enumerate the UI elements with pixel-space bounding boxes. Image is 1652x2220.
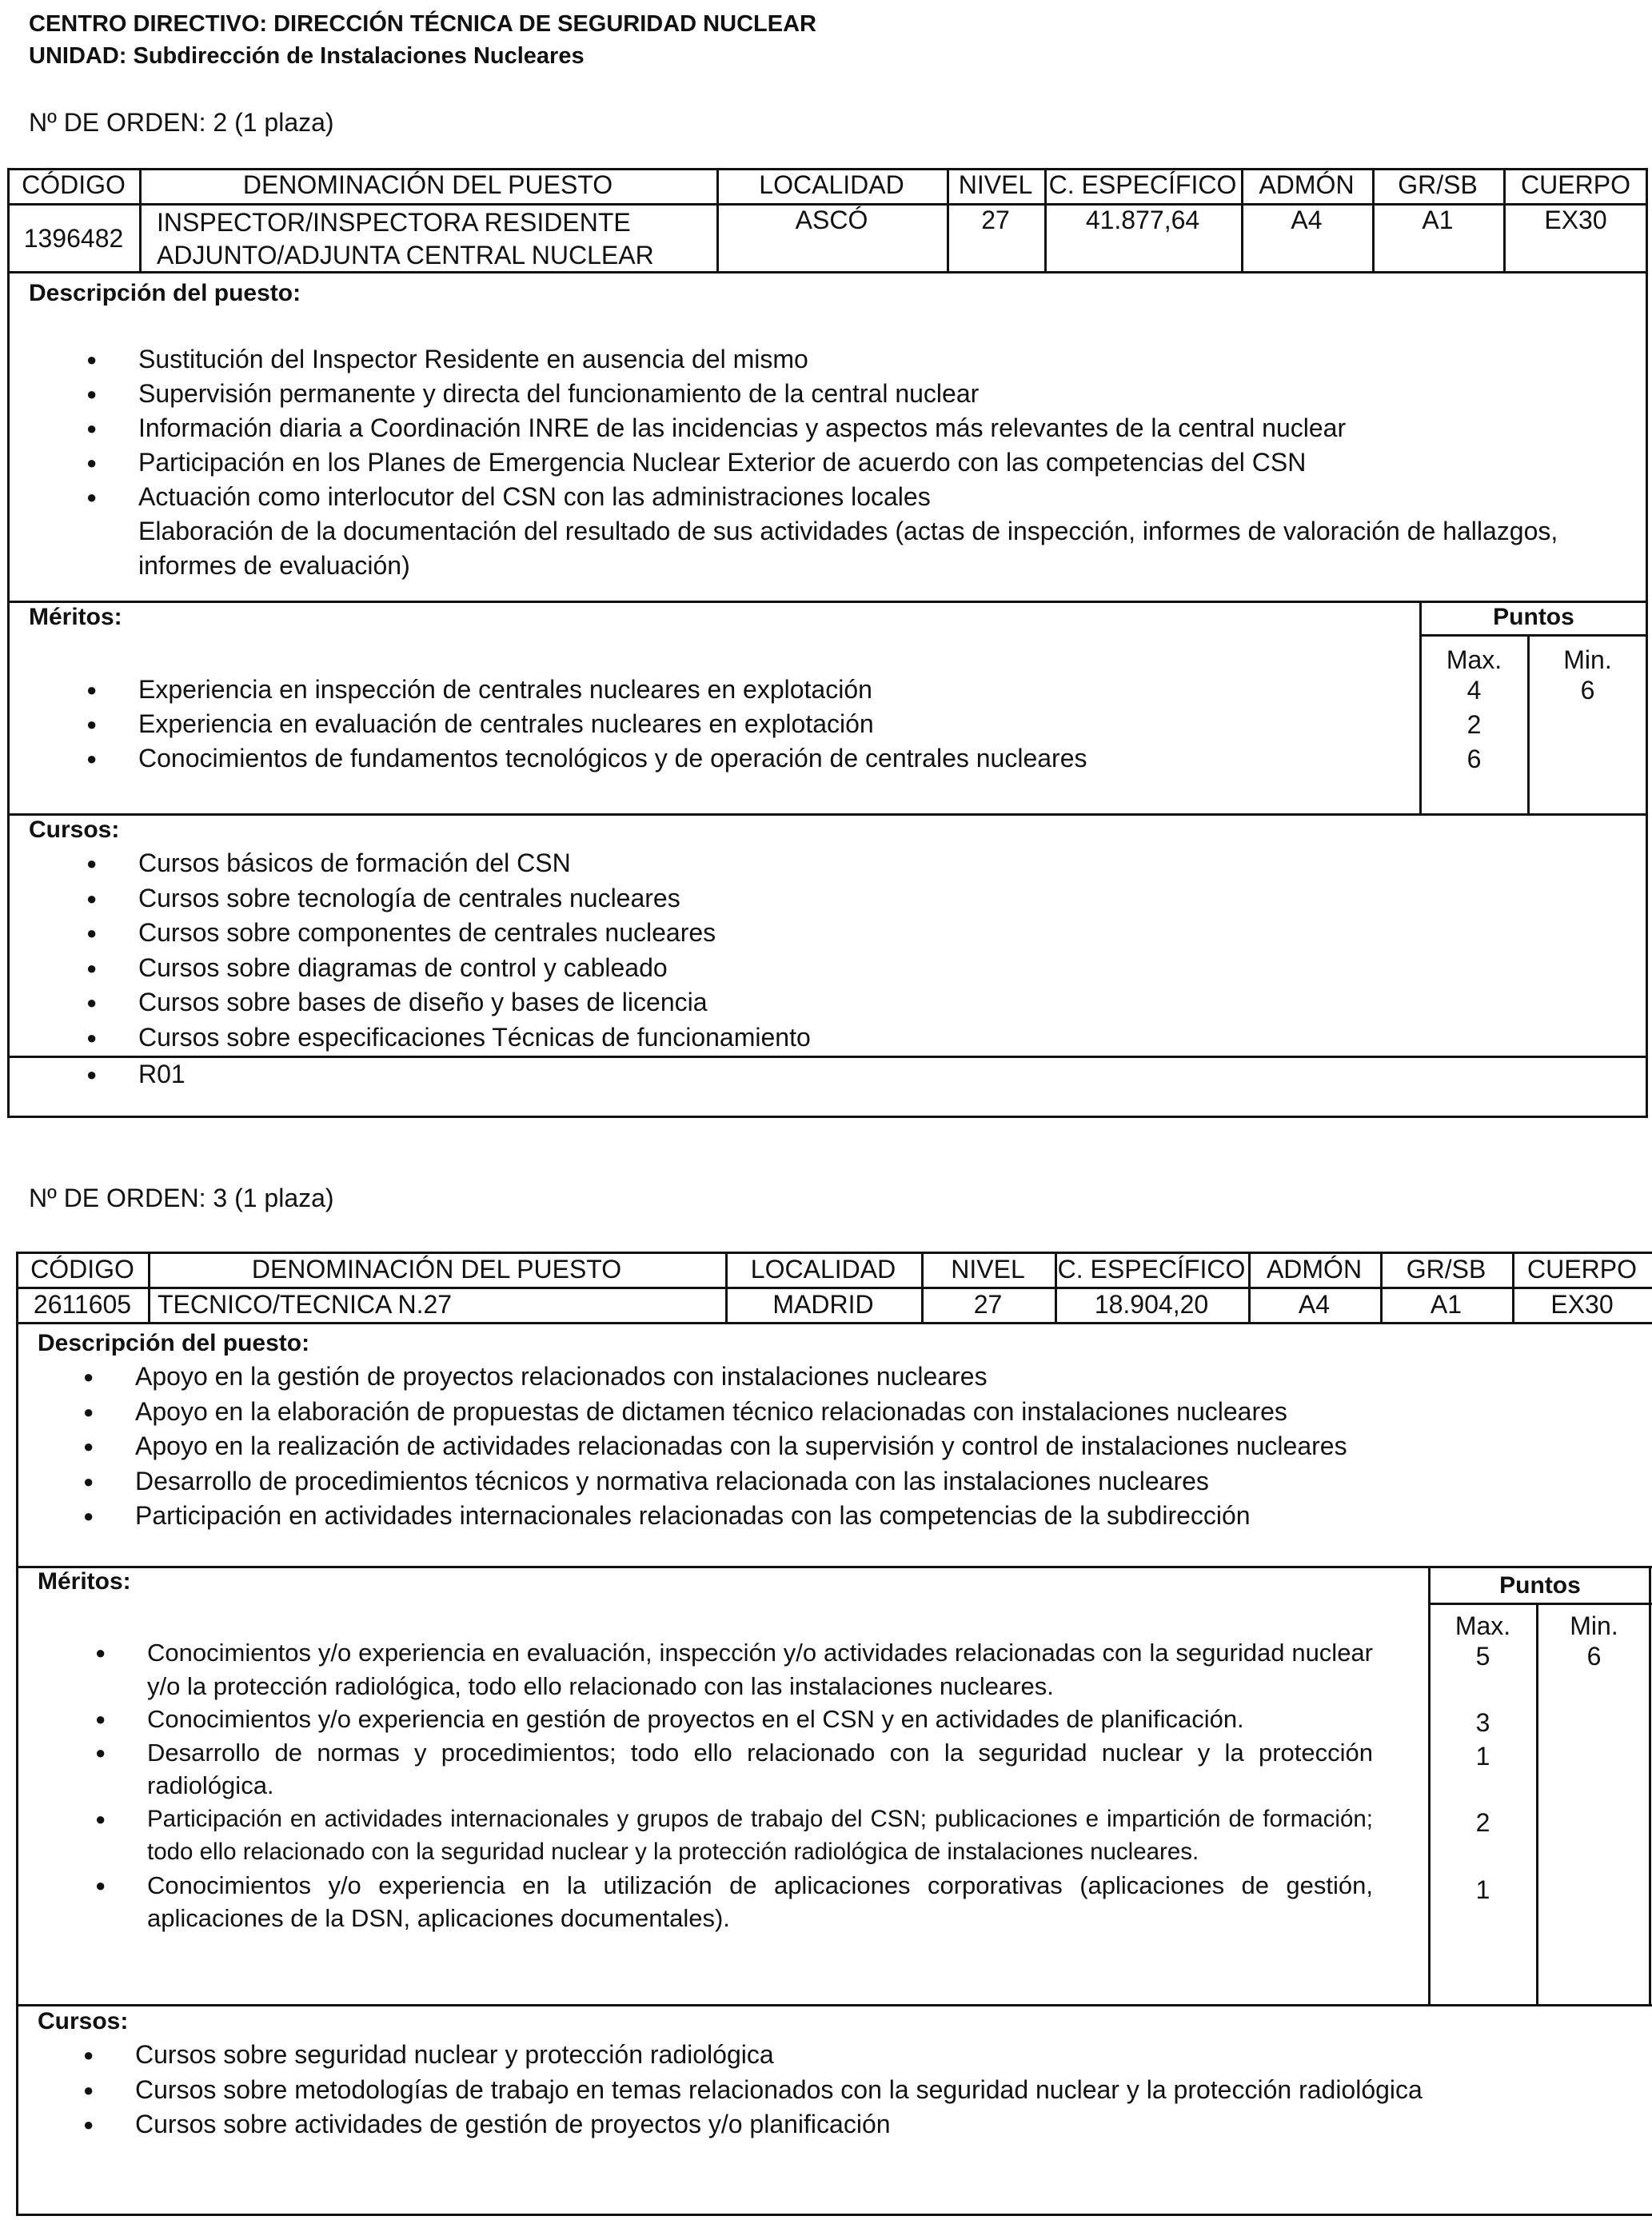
list-item: ● Experiencia en evaluación de centrales nucleares en explotación [29,707,1404,741]
max-value: 4 [1466,676,1482,705]
max-value: 2 [1475,1808,1490,1837]
col-nivel-header: NIVEL [958,170,1033,199]
list-item: ● Cursos sobre especificaciones Técnicas de funcionamiento [29,1020,1620,1056]
puntos-header: Puntos [1493,604,1574,630]
min-value: 6 [1580,676,1595,705]
admon-value: A4 [1291,206,1323,234]
denominacion-line-2: ADJUNTO/ADJUNTA CENTRAL NUCLEAR [157,241,654,270]
max-value: 3 [1475,1708,1490,1737]
list-item: ● Información diaria a Coordinación INRE de las incidencias y aspectos más relevantes de la central nuclear [29,411,1620,445]
list-item: ● Desarrollo de normas y procedimientos; todo ello relacionado con la seguridad nuclear y la protección radiológica. [38,1736,1373,1803]
list-item: ● Conocimientos y/o experiencia en evaluación, inspección y/o actividades relacionadas con la seguridad nuclear y/o la protección radiológica, todo ello relacionado con las instalaciones nucleares. [38,1636,1373,1703]
orden-2-title: Nº DE ORDEN: 2 (1 plaza) [29,108,334,137]
codigo-value: 2611605 [33,1290,132,1319]
meritos-label: Méritos: [38,1568,131,1595]
centro-directivo: CENTRO DIRECTIVO: DIRECCIÓN TÉCNICA DE SEGURIDAD NUCLEAR [29,11,816,37]
list-item: ● Participación en actividades internacionales y grupos de trabajo del CSN; publicaciones e impartición de formación; todo ello relacionado con la seguridad nuclear y la protección radiológica de instalaciones nucleares. [38,1803,1373,1869]
list-item: Elaboración de la documentación del resultado de sus actividades (actas de inspección, informes de valoración de hallazgos, informes de evaluación) [138,517,1558,580]
col-admon-header: ADMÓN [1266,1255,1363,1284]
list-item: ● Apoyo en la gestión de proyectos relacionados con instalaciones nucleares [26,1360,1625,1395]
denominacion-value: TECNICO/TECNICA N.27 [158,1290,453,1319]
list-item: ● Apoyo en la realización de actividades relacionadas con la supervisión y control de instalaciones nucleares [26,1429,1625,1464]
list-item: ● Actuación como interlocutor del CSN con las administraciones locales [29,480,1620,514]
especifico-value: 41.877,64 [1085,206,1200,234]
col-cuerpo-header: CUERPO [1521,170,1630,199]
meritos-list [29,673,1404,776]
codigo-value: 1396482 [23,224,124,253]
max-header: Max. [1454,1611,1511,1640]
denominacion-line-1: INSPECTOR/INSPECTORA RESIDENTE [157,208,631,237]
list-item: ● Participación en los Planes de Emergencia Nuclear Exterior de acuerdo con las competencias del CSN [29,445,1620,480]
descripcion-label: Descripción del puesto: [38,1330,310,1356]
list-item: ● Supervisión permanente y directa del funcionamiento de la central nuclear [29,377,1620,411]
cursos-label: Cursos: [29,817,120,843]
max-value: 2 [1466,710,1482,739]
extra-list [29,1057,1620,1092]
list-item: ● Participación en actividades internacionales relacionadas con las competencias de la subdirección [26,1499,1625,1534]
list-item: ● R01 [29,1057,1620,1092]
list-item: ● Conocimientos de fundamentos tecnológicos y de operación de centrales nucleares [29,741,1404,776]
col-grsb-header: GR/SB [1406,1255,1486,1284]
localidad-value: MADRID [772,1290,874,1319]
cursos-label: Cursos: [38,2008,129,2034]
list-item: ● Apoyo en la elaboración de propuestas de dictamen técnico relacionadas con instalaciones nucleares [26,1395,1625,1430]
col-localidad-header: LOCALIDAD [759,170,904,199]
col-especifico-header: C. ESPECÍFICO [1057,1255,1246,1284]
col-especifico-header: C. ESPECÍFICO [1048,170,1237,199]
descripcion-list [26,1360,1625,1534]
list-item: ● Conocimientos y/o experiencia en gestión de proyectos en el CSN y en actividades de planificación. [38,1703,1373,1736]
localidad-value: ASCÓ [795,206,868,234]
min-header: Min. [1563,645,1612,674]
col-localidad-header: LOCALIDAD [750,1255,896,1284]
max-value: 5 [1475,1642,1490,1671]
list-item: ● Cursos sobre diagramas de control y cableado [29,951,1620,986]
nivel-value: 27 [973,1290,1003,1319]
max-value: 1 [1475,1875,1490,1904]
list-item: ● Cursos básicos de formación del CSN [29,846,1620,881]
col-cuerpo-header: CUERPO [1527,1255,1637,1284]
descripcion-label: Descripción del puesto: [29,280,301,306]
list-item: ● Cursos sobre actividades de gestión de proyectos y/o planificación [26,2107,1625,2142]
max-header: Max. [1446,645,1502,674]
min-header: Min. [1570,1611,1618,1640]
col-denominacion-header: DENOMINACIÓN DEL PUESTO [251,1255,622,1284]
orden-3-title: Nº DE ORDEN: 3 (1 plaza) [29,1184,334,1212]
descripcion-list [29,342,1620,583]
list-item: ● Cursos sobre metodologías de trabajo en temas relacionados con la seguridad nuclear y la protección radiológica [26,2073,1625,2108]
cuerpo-value: EX30 [1550,1290,1614,1319]
min-value: 6 [1586,1642,1602,1671]
cursos-list [26,2038,1625,2142]
unidad: UNIDAD: Subdirección de Instalaciones Nucleares [29,43,585,69]
list-item: ● Sustitución del Inspector Residente en ausencia del mismo [29,342,1620,377]
col-denominacion-header: DENOMINACIÓN DEL PUESTO [242,170,613,199]
list-item: ● Cursos sobre bases de diseño y bases de licencia [29,985,1620,1020]
max-value: 1 [1475,1742,1490,1771]
list-item: ● Cursos sobre componentes de centrales nucleares [29,916,1620,951]
list-item: ● Experiencia en inspección de centrales nucleares en explotación [29,673,1404,707]
nivel-value: 27 [981,206,1010,234]
cursos-list [29,846,1620,1055]
col-codigo-header: CÓDIGO [30,1255,134,1284]
list-item: ● Desarrollo de procedimientos técnicos y normativa relacionada con las instalaciones nucleares [26,1464,1625,1499]
meritos-list [38,1636,1373,1935]
list-item: ● Cursos sobre seguridad nuclear y protección radiológica [26,2038,1625,2073]
list-item: ● Conocimientos y/o experiencia en la utilización de aplicaciones corporativas (aplicaciones de gestión, aplicaciones de la DSN, aplicaciones documentales). [38,1869,1373,1935]
cuerpo-value: EX30 [1544,206,1607,234]
max-value: 6 [1466,745,1482,773]
meritos-label: Méritos: [29,604,122,630]
col-codigo-header: CÓDIGO [22,170,126,199]
admon-value: A4 [1298,1290,1331,1319]
especifico-value: 18.904,20 [1094,1290,1209,1319]
grsb-value: A1 [1422,206,1454,234]
list-item: ● Cursos sobre tecnología de centrales nucleares [29,881,1620,916]
grsb-value: A1 [1430,1290,1462,1319]
col-nivel-header: NIVEL [951,1255,1025,1284]
col-grsb-header: GR/SB [1398,170,1478,199]
puntos-header: Puntos [1499,1572,1581,1599]
col-admon-header: ADMÓN [1259,170,1355,199]
